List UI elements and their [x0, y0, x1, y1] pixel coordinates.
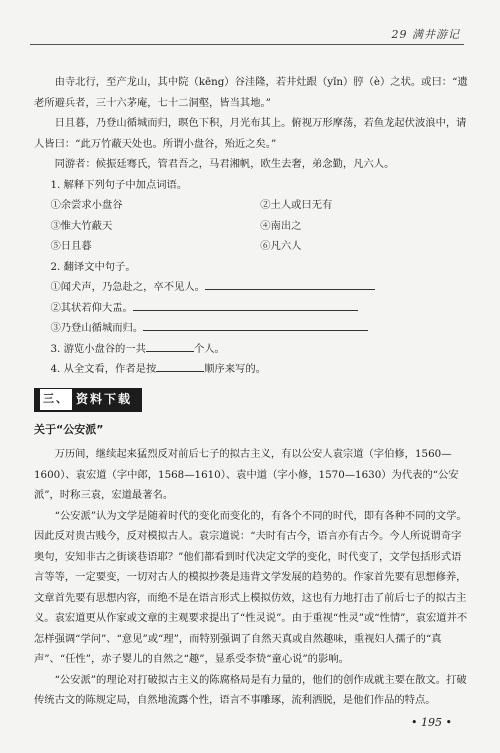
question-3 [34, 339, 470, 360]
q1-option-3: ③惟大竹蔽天 [50, 219, 113, 232]
section-number: 三、 [40, 389, 72, 410]
answer-blank[interactable] [146, 351, 194, 352]
material-paragraph-3: “公安派”的理论对打破拟古主义的陈腐格局是有力量的，他们的创作成就主要在散文。打破传统古文的陈规定局，自然地流露个性，语言不事雕琢，流利洒脱，是他们作品的特点。 [34, 673, 467, 706]
question-2: 2. 翻译文中句子。 [50, 260, 136, 273]
page-number: • 195 • [411, 716, 452, 729]
question-1: 1. 解释下列句子中加点词语。 [50, 178, 188, 191]
page-header [0, 0, 500, 46]
q1-option-6: ⑥凡六人 [260, 240, 302, 252]
passage-paragraph-3: 同游者：候振廷骞氏，管君吾之，马君湘帆，欧生去奢，弟念勤，凡六人。 [54, 158, 395, 170]
q4-prefix: 4. 从全文看，作者是按 [50, 363, 157, 375]
q3-suffix: 个人。 [193, 342, 225, 355]
q2-item-3-text: ③乃登山循城而归。 [50, 322, 144, 334]
chapter-title: 29 满井游记 [391, 28, 460, 41]
header-rule [30, 44, 464, 45]
q1-option-5: ⑤日且暮 [50, 240, 92, 252]
answer-line[interactable] [133, 310, 358, 311]
q2-item-3 [34, 318, 470, 339]
material-paragraph-2: “公安派”认为文学是随着时代的变化而变化的，有各个不同的时代，即有各种不同的文学。因此反对贵古贱今，反对模拟古人。袁宗道说：“夫时有古今，语言亦有古今。今人所说谓奇字奥句，安知非古之街谈巷语耶？”他们都看到时代决定文学的变化，时代变了，文学包括形式语言等等，一定要变，一切对古人的模拟抄袭是违背文学发展的趋势的。作家首先要有思想修养，文章首先要有思想内容，而绝不是在语言形式上模拟仿效，这也有力地打击了前后七子的拟古主义。袁宏道更从作家或文章的主观要求提出了“性灵说”。由于重视“性灵”或“性情”，袁宏道并不怎样强调“学问”、“意见”或“理”，而特别强调了自然天真或自然趣味，重视妇人孺子的“真声”、“任性”，赤子婴儿的自然之“趣”，显系受李贽“童心说”的影响。 [34, 509, 468, 665]
question-4 [34, 359, 470, 380]
section-title-box [34, 388, 142, 412]
section-banner [34, 388, 470, 412]
answer-blank[interactable] [156, 371, 204, 372]
passage-paragraph-2: 日且暮，乃登山循城而归，暝色下积，月光布其上。俯视万形摩荡，若鱼龙起伏波浪中，请人皆曰：“此万竹蔽天处也。所谓小盘谷，殆近之矣。” [34, 117, 467, 150]
q2-item-1 [34, 277, 470, 298]
q3-prefix: 3. 游览小盘谷的一共 [50, 342, 146, 355]
q1-option-2: ②土人或曰无有 [260, 199, 333, 211]
answer-line[interactable] [205, 289, 375, 290]
q2-item-2 [34, 298, 470, 319]
question-1-options [34, 195, 470, 257]
q2-item-1-text: ①闻犬声，乃急赴之，卒不见人。 [50, 281, 205, 293]
q1-option-4: ④南出之 [260, 219, 302, 232]
material-heading: 关于“公安派” [34, 422, 104, 436]
q1-option-1: ①余尝求小盘谷 [50, 199, 123, 211]
q2-item-2-text: ②其状若仰大盂。 [50, 301, 133, 314]
page-content [34, 72, 470, 711]
section-title: 资料下载 [76, 392, 133, 407]
material-paragraph-1: 万历间，继续起来猛烈反对前后七子的拟古主义，有以公安人袁宗道（字伯修，1560—1600）、袁宏道（字中郎，1568—1610）、袁中道（字小修，1570—1630）为代表的“公安派”，时称三袁，宏道最著名。 [34, 448, 459, 501]
passage-paragraph-1: 由寺北行，至产龙山，其中院（kēng）谷洼隆，若井灶跟（yǐn）脝（è）之状。或曰：“遗老所避兵者，三十六茅庵，七十二洞壑，皆当其地。” [34, 76, 468, 109]
answer-line[interactable] [143, 330, 368, 331]
q4-suffix: 顺序来写的。 [204, 363, 267, 375]
